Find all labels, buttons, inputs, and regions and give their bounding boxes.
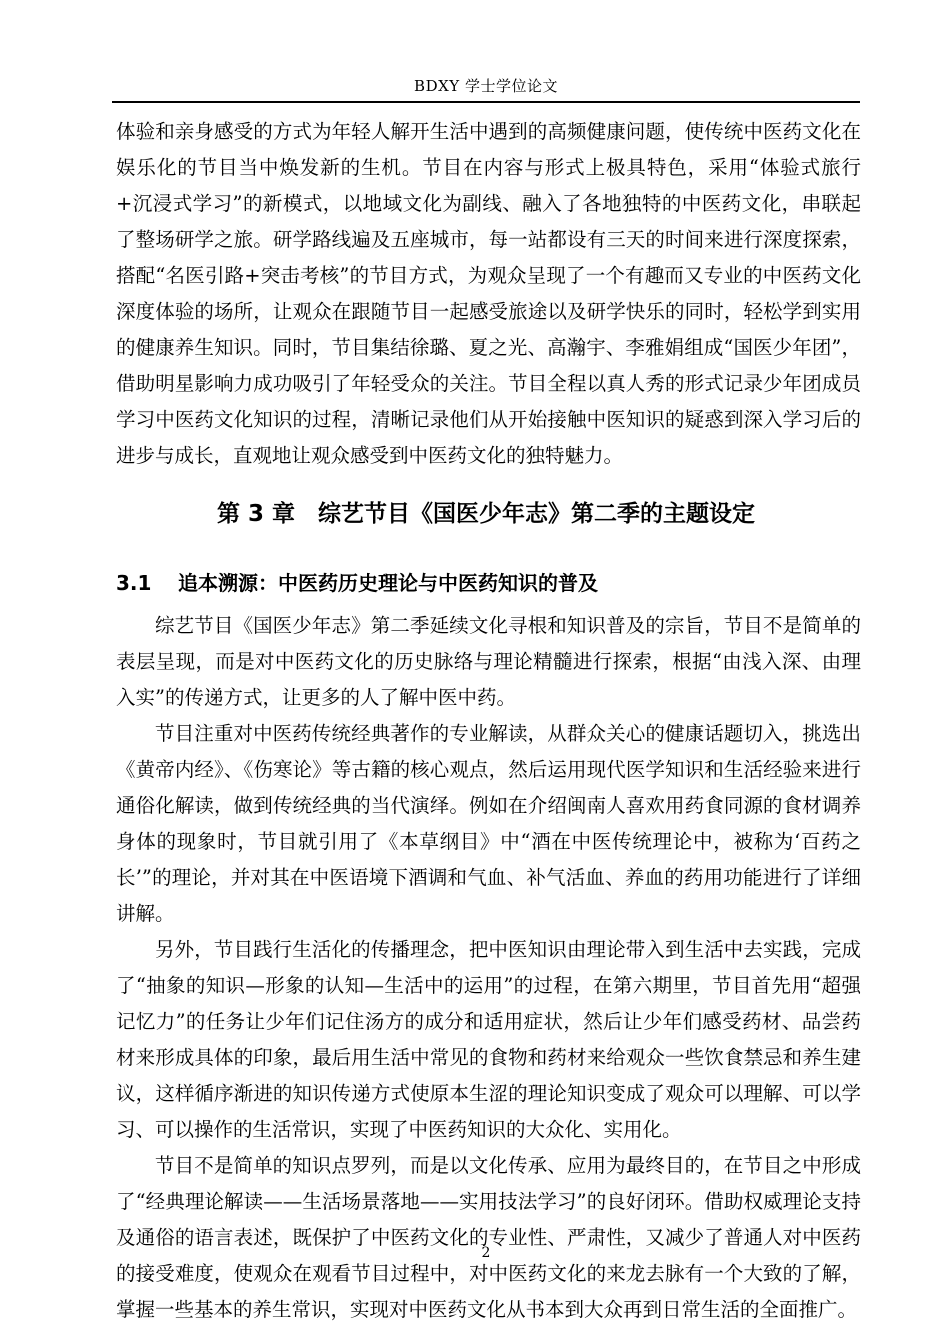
running-header: BDXY 学士学位论文 — [414, 77, 558, 95]
body-paragraph-2: 节目注重对中医药传统经典著作的专业解读，从群众关心的健康话题切入，挑选出《黄帝内经》、《伤寒论》等古籍的核心观点，然后运用现代医学知识和生活经验来进行通俗化解读，做到传统经典的当代演绎。例如在介绍闽南人喜欢用药食同源的食材调养身体的现象时，节目就引用了《本草纲目》中“酒在中医传统理论中，被称为‘百药之长’”的理论，并对其在中医语境下酒调和气血、补气活血、养血的药用功能进行了详细讲解。 — [116, 722, 861, 925]
intro-paragraph: 体验和亲身感受的方式为年轻人解开生活中遇到的高频健康问题，使传统中医药文化在娱乐化的节目当中焕发新的生机。节目在内容与形式上极具特色，采用“体验式旅行+沉浸式学习”的新模式，以地域文化为副线、融入了各地独特的中医药文化，串联起了整场研学之旅。研学路线遍及五座城市，每一站都设有三天的时间来进行深度探索，搭配“名医引路+突击考核”的节目方式，为观众呈现了一个有趣而又专业的中医药文化深度体验的场所，让观众在跟随节目一起感受旅途以及研学快乐的同时，轻松学到实用的健康养生知识。同时，节目集结徐璐、夏之光、高瀚宇、李雅娟组成“国医少年团”，借助明星影响力成功吸引了年轻受众的关注。节目全程以真人秀的形式记录少年团成员学习中医药文化知识的过程，清晰记录他们从开始接触中医知识的疑惑到深入学习后的进步与成长，直观地让观众感受到中医药文化的独特魅力。 — [116, 120, 861, 467]
page-number: 2 — [481, 1245, 491, 1261]
body-paragraph-4: 节目不是简单的知识点罗列，而是以文化传承、应用为最终目的，在节目之中形成了“经典理论解读——生活场景落地——实用技法学习”的良好闭环。借助权威理论支持及通俗的语言表述，既保护了中医药文化的专业性、严肃性，又减少了普通人对中医药的接受难度，使观众在观看节目过程中，对中医药文化的来龙去脉有一个大致的了解，掌握一些基本的养生常识，实现对中医药文化从书本到大众再到日常生活的全面推广。 — [116, 1154, 861, 1321]
section-number: 3.1 — [116, 571, 152, 595]
chapter-heading: 第 3 章 综艺节目《国医少年志》第二季的主题设定 — [216, 501, 756, 527]
section-title: 追本溯源：中医药历史理论与中医药知识的普及 — [178, 571, 598, 595]
header-divider — [112, 101, 860, 103]
section-heading — [116, 566, 861, 600]
body-text — [116, 608, 861, 1328]
body-paragraph-1: 综艺节目《国医少年志》第二季延续文化寻根和知识普及的宗旨，节目不是简单的表层呈现，而是对中医药文化的历史脉络与理论精髓进行探索，根据“由浅入深、由理入实”的传递方式，让更多的人了解中医中药。 — [116, 614, 861, 709]
body-paragraph-3: 另外，节目践行生活化的传播理念，把中医知识由理论带入到生活中去实践，完成了“抽象的知识—形象的认知—生活中的运用”的过程，在第六期里，节目首先用“超强记忆力”的任务让少年们记住汤方的成分和适用症状，然后让少年们感受药材、品尝药材来形成具体的印象，最后用生活中常见的食物和药材来给观众一些饮食禁忌和养生建议，这样循序渐进的知识传递方式使原本生涩的理论知识变成了观众可以理解、可以学习、可以操作的生活常识，实现了中医药知识的大众化、实用化。 — [116, 938, 861, 1141]
intro-paragraph-block — [116, 114, 861, 474]
